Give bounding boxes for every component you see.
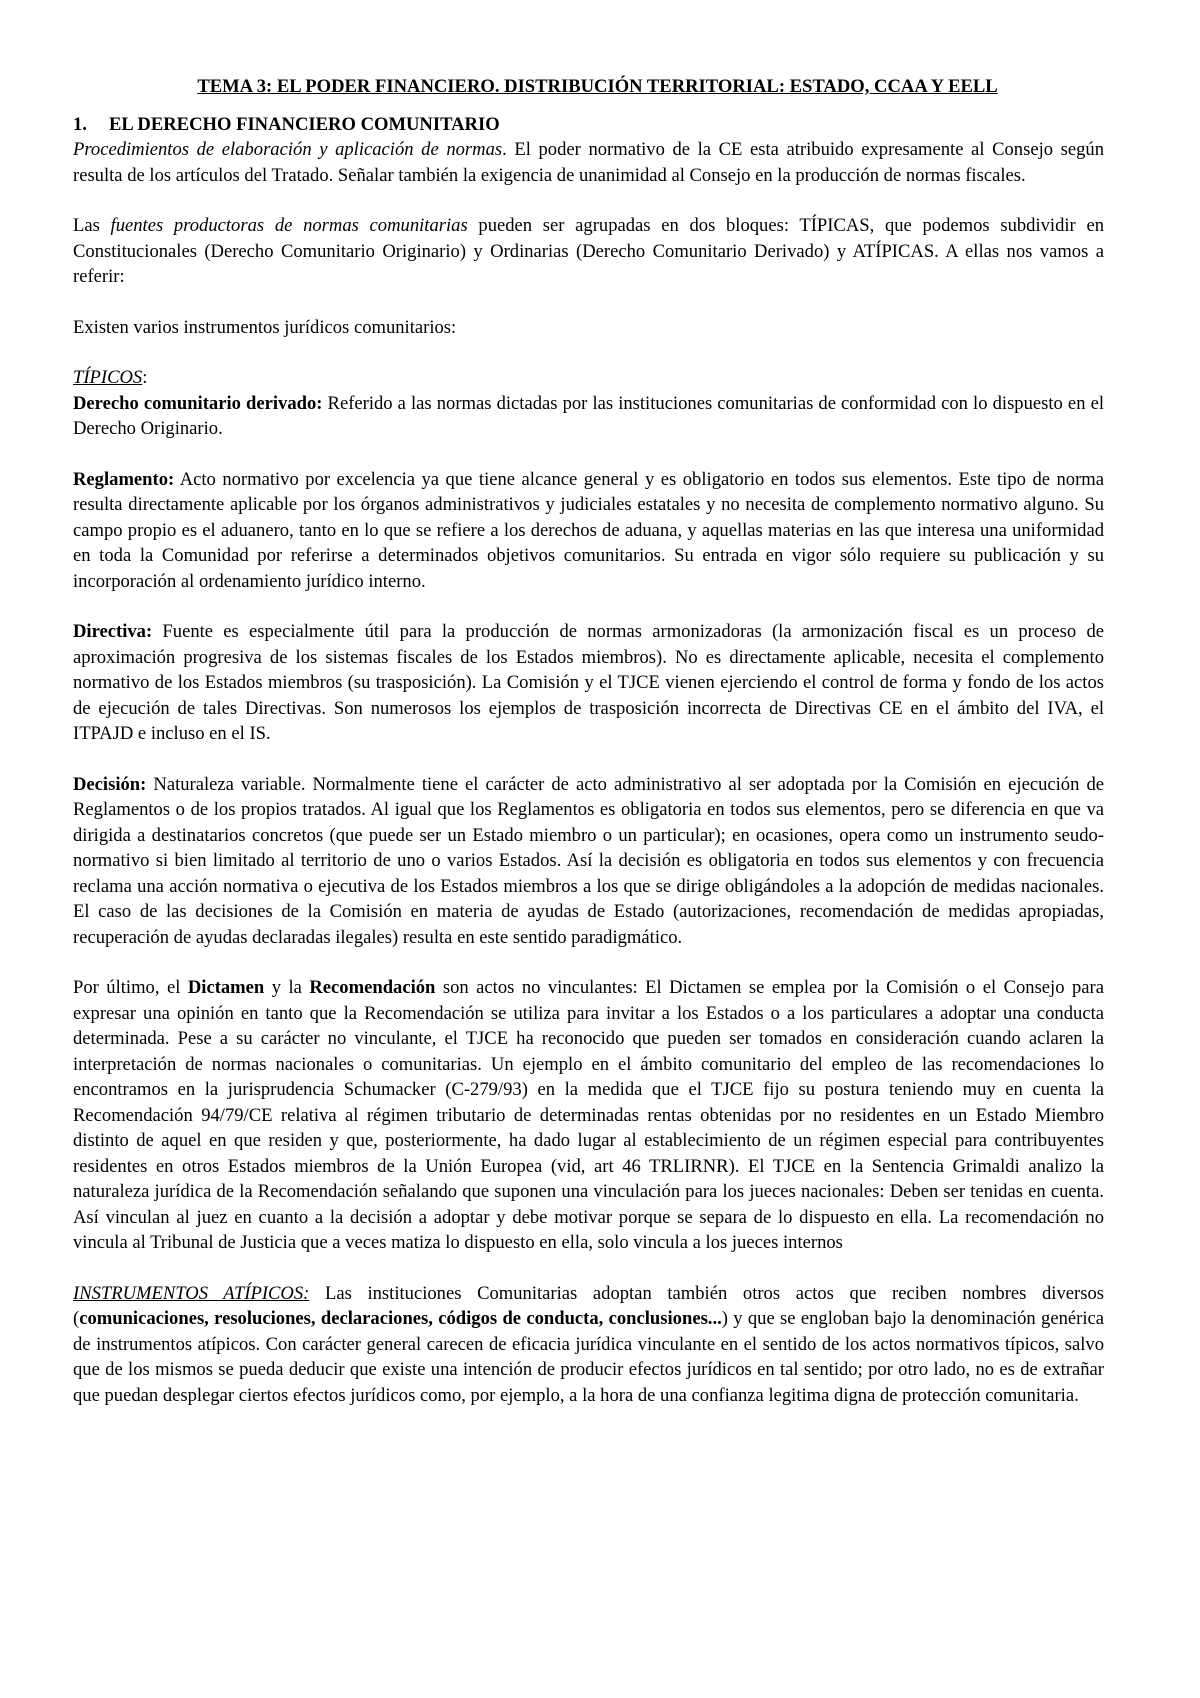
section-number: 1. (73, 113, 87, 135)
paragraph-directiva (73, 619, 1104, 747)
term-label: Dictamen (187, 977, 265, 998)
bold-list: comunicaciones, resoluciones, declaraciones, códigos de conducta, conclusiones... (79, 1308, 722, 1329)
section-heading (73, 112, 1104, 138)
paragraph-text: Las (73, 215, 111, 236)
paragraph-atipicos (73, 1281, 1104, 1409)
term-label: Reglamento: (73, 468, 175, 490)
paragraph-procedimientos (73, 137, 1104, 188)
paragraph-text: y la (264, 977, 310, 998)
paragraph-derecho-derivado (73, 391, 1104, 442)
paragraph-instrumentos: Existen varios instrumentos jurídicos comunitarios: (73, 316, 457, 338)
paragraph-dictamen (73, 975, 1104, 1256)
tipicos-colon: : (142, 367, 148, 388)
term-label: Derecho comunitario derivado: (73, 392, 323, 414)
paragraph-text: son actos no vinculantes: El Dictamen se emplea por la Comisión o el Consejo para expresar una opinión en tanto que la Recomendación se utiliza para invitar a los Estados o a los particulares a adoptar una conducta determinada. Pese a su carácter no vinculante, el TJCE ha reconocido que pueden ser tomados en consideración cuando aclaren la interpretación de normas nacionales o comunitarias. Un ejemplo en el ámbito comunitario del empleo de las recomendaciones lo encontramos en la jurisprudencia Schumacker (C-279/93) en la medida que el TJCE fijo su postura teniendo muy en cuenta la Recomendación 94/79/CE relativa al régimen tributario de determinadas rentas obtenidas por no residentes en un Estado Miembro distinto de aquel en que residen y que, posteriormente, ha dado lugar al establecimiento de un régimen especial para contribuyentes residentes en otros Estados miembros de la Unión Europea (vid, art 46 TRLIRNR). El TJCE en la Sentencia Grimaldi analizo la naturaleza jurídica de la Recomendación señalando que suponen una vinculación para los jueces nacionales: Deben ser tenidas en cuenta. Así vinculan al juez en cuanto a la decisión a adoptar y debe motivar porque se separa de lo dispuesto en ella. La recomendación no vincula al Tribunal de Justicia que a veces matiza lo dispuesto en ella, solo vincula a los jueces internos (73, 977, 1104, 1253)
term-label: Decisión: (73, 773, 147, 795)
paragraph-text: Naturaleza variable. Normalmente tiene el carácter de acto administrativo al ser adoptada por la Comisión en ejecución de Reglamentos o de los propios tratados. Al igual que los Reglamentos es obligatoria en todos sus elementos, pero se diferencia en que va dirigida a destinatarios concretos (que puede ser un Estado miembro o un particular); en ocasiones, opera como un instrumento seudo-normativo si bien limitado al territorio de uno o varios Estados. Así la decisión es obligatoria en todos sus elementos y con frecuencia reclama una acción normativa o ejecutiva de los Estados miembros a los que se dirige obligándoles a la adopción de medidas nacionales. El caso de las decisiones de la Comisión en materia de ayudas de Estado (autorizaciones, recomendación de medidas apropiadas, recuperación de ayudas declaradas ilegales) resulta en este sentido paradigmático. (73, 773, 1104, 948)
paragraph-decision (73, 772, 1104, 951)
term-label: Directiva: (73, 621, 153, 642)
paragraph-fuentes (73, 213, 1104, 290)
italic-phrase: fuentes productoras de normas comunitarias (110, 215, 468, 236)
atipicos-label: INSTRUMENTOS ATÍPICOS: (73, 1282, 310, 1304)
paragraph-text: Fuente es especialmente útil para la producción de normas armonizadoras (la armonización fiscal es un proceso de aproximación progresiva de los sistemas fiscales de los Estados miembros). No es directamente aplicable, necesita el complemento normativo de los Estados miembros (su trasposición). La Comisión y el TJCE vienen ejerciendo el control de forma y fondo de los actos de ejecución de tales Directivas. Son numerosos los ejemplos de trasposición incorrecta de Directivas CE en el ámbito del IVA, el ITPAJD e incluso en el IS. (73, 621, 1104, 744)
paragraph-text: Acto normativo por excelencia ya que tiene alcance general y es obligatorio en todos sus elementos. Este tipo de norma resulta directamente aplicable por los órganos administrativos y judiciales estatales y no necesita de complemento normativo alguno. Su campo propio es el aduanero, tanto en lo que se refiere a los derechos de aduana, y aquellas materias en las que interesa una uniformidad en toda la Comunidad por referirse a determinados objetivos comunitarios. Su entrada en vigor sólo requiere su publicación y su incorporación al ordenamiento jurídico interno. (73, 468, 1104, 592)
paragraph-reglamento (73, 467, 1104, 595)
section-title: EL DERECHO FINANCIERO COMUNITARIO (109, 113, 500, 135)
paragraph-text: ) y que se engloban bajo la denominación genérica de instrumentos atípicos. Con carácter general carecen de eficacia jurídica vinculante en el sentido de los actos normativos típicos, salvo que de los mismos se pueda deducir que existe una intención de producir efectos jurídicos en tal sentido; por otro lado, no es de extrañar que puedan desplegar ciertos efectos jurídicos como, por ejemplo, a la hora de una confianza legitima digna de protección comunitaria. (73, 1308, 1105, 1406)
paragraph-text: Las instituciones Comunitarias adoptan también otros actos que reciben nombres diversos ( (73, 1282, 1104, 1329)
term-label: Recomendación (309, 977, 436, 998)
paragraph-text: Referido a las normas dictadas por las instituciones comunitarias de conformidad con lo dispuesto en el Derecho Originario. (73, 392, 1104, 439)
tipicos-label: TÍPICOS (73, 367, 143, 388)
tipicos-heading (73, 365, 1104, 391)
paragraph-text: Por último, el (73, 977, 188, 998)
paragraph-text: pueden ser agrupadas en dos bloques: TÍPICAS, que podemos subdividir en Constitucionales (Derecho Comunitario Originario) y Ordinarias (Derecho Comunitario Derivado) y ATÍPICAS. A ellas nos vamos a referir: (73, 215, 1104, 287)
paragraph-text: . El poder normativo de la CE esta atribuido expresamente al Consejo según resulta de los artículos del Tratado. Señalar también la exigencia de unanimidad al Consejo en la producción de normas fiscales. (73, 139, 1105, 186)
page-title: TEMA 3: EL PODER FINANCIERO. DISTRIBUCIÓN TERRITORIAL: ESTADO, CCAA Y EELL (197, 76, 998, 97)
italic-phrase: Procedimientos de elaboración y aplicación de normas (73, 139, 503, 160)
